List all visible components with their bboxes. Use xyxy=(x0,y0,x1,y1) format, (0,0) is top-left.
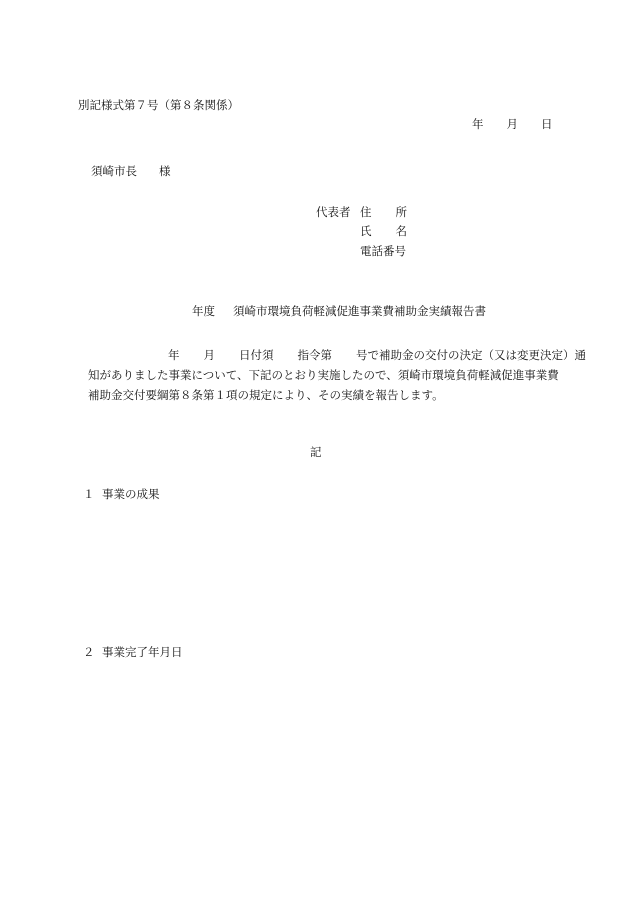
item-label: 事業完了年月日 xyxy=(102,645,183,659)
item-project-results xyxy=(83,489,160,501)
date-year: 年 xyxy=(472,117,484,131)
representative-name-label: 氏 名 xyxy=(360,224,407,238)
date-day: 日 xyxy=(541,117,553,131)
item-completion-date xyxy=(83,647,183,659)
representative-label: 代表者 xyxy=(316,205,351,219)
form-number: 別記様式第７号（第８条関係） xyxy=(78,98,239,112)
date-month: 月 xyxy=(506,117,518,131)
body-line-1: 年 月 日付須 指令第 号で補助金の交付の決定（又は変更決定）通 xyxy=(168,348,586,362)
date-line xyxy=(472,119,553,131)
document-title xyxy=(192,306,486,318)
addressee xyxy=(91,166,171,178)
body-line-3: 補助金交付要綱第８条第１項の規定により、その実績を報告します。 xyxy=(88,388,444,402)
body-line-2: 知がありました事業について、下記のとおり実施したので、須崎市環境負荷軽減促進事業費 xyxy=(88,368,559,382)
item-number: １ xyxy=(83,487,95,501)
ki-heading: 記 xyxy=(310,445,322,459)
addressee-name: 須崎市長 xyxy=(91,164,137,178)
title-fiscal-year: 年度 xyxy=(192,304,215,318)
representative-address-label: 住 所 xyxy=(360,205,407,219)
representative-phone-label: 電話番号 xyxy=(360,244,406,258)
title-text: 須崎市環境負荷軽減促進事業費補助金実績報告書 xyxy=(233,304,486,318)
body-paragraph xyxy=(88,345,586,405)
addressee-honorific: 様 xyxy=(159,164,171,178)
item-number: ２ xyxy=(83,645,95,659)
item-label: 事業の成果 xyxy=(102,487,160,501)
